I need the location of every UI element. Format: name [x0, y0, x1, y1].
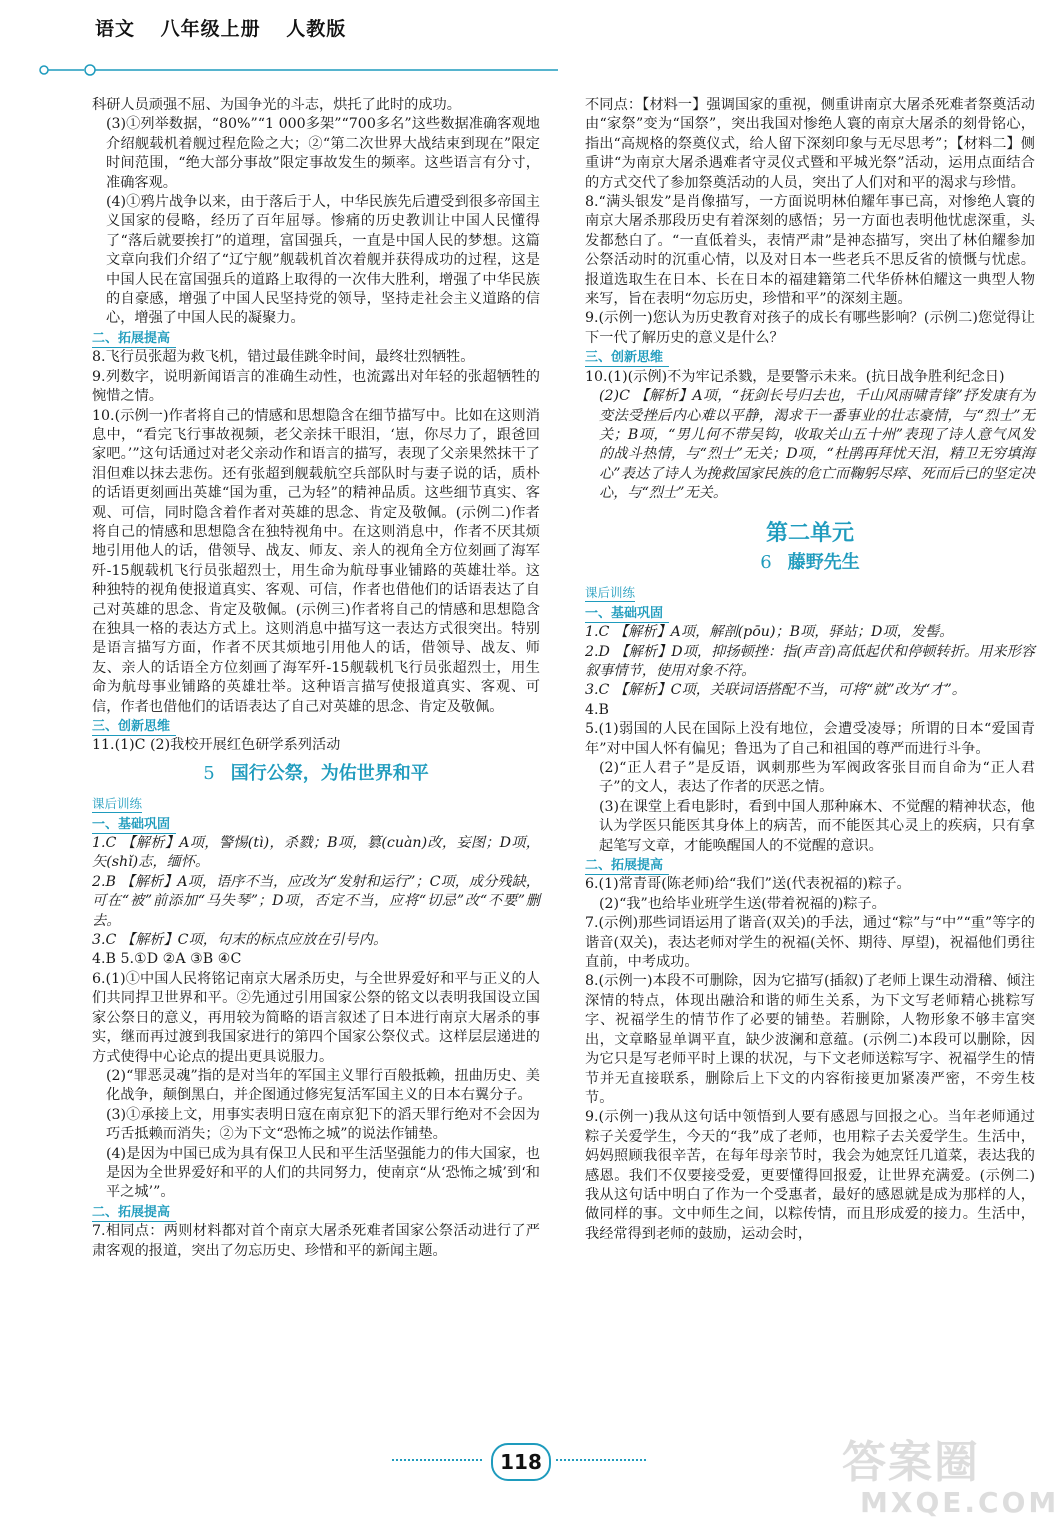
- answer-paragraph: 6.(1)常青哥(陈老师)给“我们”送(代表祝福的)粽子。: [585, 876, 911, 893]
- section-heading: 二、拓展提高: [92, 330, 176, 348]
- answer-paragraph: 1.C 【解析】A项，解剖(pōu)；B项，驿站；D项，发髻。: [585, 624, 954, 641]
- lesson-number: 6: [760, 551, 772, 573]
- header-decoration: [38, 64, 558, 76]
- lesson-number: 5: [203, 762, 215, 784]
- answer-paragraph: 6.(1)①中国人民将铭记南京大屠杀历史，与全世界爱好和平与正义的人们共同捍卫世界和平。②先通过引用国家公祭的铭文以表明我国设立国家公祭日的意义，再用较为简略的语言叙述了日本进行南京大屠杀的事实，继而再过渡到我国家进行的第四个国家公祭仪式。这样层层递进的方式使得中心论点的提出更具说服力。: [92, 970, 540, 1065]
- watermark-logo: [842, 1437, 1060, 1528]
- lesson-label: 课后训练: [92, 796, 143, 812]
- section-heading: 二、拓展提高: [585, 857, 669, 875]
- answer-paragraph: (3)①列举数据，“80%”“1 000多架”“700多名”这些数据准确客观地介绍舰载机着舰过程危险之大；②“第二次世界大战结束到现在”限定时间范围，“绝大部分事故”限定事故发生的频率。这些语言有分寸，准确客观。: [106, 116, 540, 191]
- answer-paragraph: 3.C 【解析】C项，句末的标点应放在引号内。: [92, 932, 388, 949]
- answer-paragraph: 8.(示例一)本段不可删除，因为它描写(插叙)了老师上课生动滑稽、倾注深情的特点，体现出融洽和谐的师生关系，为下文写老师精心挑粽写字、祝福学生的情节作了必要的铺垫。若删除，人物形象不够丰富突出，文章略显单调平直，缺少波澜和意蕴。(示例二)本段可以删除，因为它只是写老师平时上课的状况，与下文老师送粽写字、祝福学生的情节并无直接联系，删除后上下文的内容衔接更加紧凑严密，不旁生枝节。: [585, 973, 1035, 1106]
- answer-paragraph: 7.相同点：两则材料都对首个南京大屠杀死难者国家公祭活动进行了严肃客观的报道，突出了勿忘历史、珍惜和平的新闻主题。: [92, 1223, 540, 1259]
- header-subject: 语文: [95, 18, 136, 40]
- answer-paragraph: 8.飞行员张超为救飞机，错过最佳跳伞时间，最终壮烈牺牲。: [92, 349, 475, 366]
- section-heading: 一、基础巩固: [92, 816, 176, 834]
- answer-paragraph: (3)在课堂上看电影时，看到中国人那种麻木、不觉醒的精神状态，他认为学医只能医其身体上的病苦，而不能医其心灵上的疾病，只有拿起笔写文章，才能唤醒国人的不觉醒的意识。: [599, 798, 1035, 854]
- answer-paragraph: 7.(示例)那些词语运用了谐音(双关)的手法，通过“粽”与“中”“重”等字的谐音(双关)，表达老师对学生的祝福(关怀、期待、厚望)，祝福他们勇往直前，中考成功。: [585, 915, 1035, 971]
- answer-paragraph: 9.(示例一)我从这句话中领悟到人要有感恩与回报之心。当年老师通过粽子关爱学生，今天的“我”成了老师，也用粽子去关爱学生。生活中，妈妈照顾我很辛苦，在每年母亲节时，我会为她烹饪几道菜，表达我的感恩。我们不仅要接受爱，更要懂得回报爱，让世界充满爱。(示例二)我从这句话中明白了作为一个受惠者，最好的感恩就是成为那样的人，做同样的事。文中师生之间，以粽传情，而且形成爱的接力。生活中，我经常得到老师的鼓励，运动会时，: [585, 1109, 1035, 1242]
- page-number-dots-left: [392, 1459, 482, 1463]
- answer-paragraph: 9.(示例一)您认为历史教育对孩子的成长有哪些影响？(示例二)您觉得让下一代了解历史的意义是什么？: [585, 310, 1035, 346]
- lesson-title-text: 藤野先生: [787, 551, 860, 573]
- answer-paragraph: 10.(1)(示例)不为牢记杀戮，是要警示未来。(抗日战争胜利纪念日): [585, 368, 1005, 385]
- section-heading: 一、基础巩固: [585, 605, 669, 623]
- answer-paragraph: 科研人员顽强不屈、为国争光的斗志，烘托了此时的成功。: [92, 97, 461, 113]
- lesson-title: [585, 553, 1035, 572]
- answer-paragraph: 10.(示例一)作者将自己的情感和思想隐含在细节描写中。比如在这则消息中，“看完飞行事故视频，老父亲抹干眼泪，‘崽，你尽力了，跟爸回家吧。’”这句话通过对老父亲动作和语言的描写，表现了父亲果然抹干了泪但难以抹去悲伤。还有张超到舰载航空兵部队时与妻子说的话，质朴的话语更刻画出英雄“国为重，己为轻”的精神品质。这些细节真实、客观、可信，同时隐含着作者对英雄的思念、肯定及敬佩。(示例二)作者将自己的情感和思想隐含在独特视角中。在这则消息中，作者不厌其烦地引用他人的话，借领导、战友、师友、亲人的视角全方位刻画了海军歼-15舰载机飞行员张超烈士，用生命为航母事业铺路的英雄壮举。这种独特的视角使报道真实、客观、可信，作者也借他们的话语表达了自己对英雄的思念、肯定及敬佩。(示例三)作者将自己的情感和思想隐含在独具一格的表达方式上。这则消息中描写这一表达方式很突出。特别是语言描写方面，作者不厌其烦地引用他人的话，借领导、战友、师友、亲人的话语全方位刻画了海军歼-15舰载机飞行员张超烈士，用生命为航母事业铺路的英雄壮举。这种语言描写使报道真实、客观、可信，作者也借他们的话语表达了自己对英雄的思念、肯定及敬佩。: [92, 407, 540, 715]
- answer-paragraph: 4.B 5.①D ②A ③B ④C: [92, 951, 242, 968]
- answer-paragraph: 2.B 【解析】A项，语序不当，应改为“发射和运行”；C项，成分残缺，可在“被”前添加“马失琴”；D项，否定不当，应将“切忌”改“不要”删去。: [92, 873, 540, 929]
- answer-paragraph: 1.C 【解析】A项，警惕(tì)，杀戮；B项，篡(cuàn)改，妄图；D项，矢(shǐ)志，缅怀。: [92, 835, 540, 871]
- answer-paragraph: (2)“我”也给毕业班学生送(带着祝福的)粽子。: [599, 895, 886, 912]
- header-grade: 八年级上册: [160, 18, 261, 40]
- answer-paragraph: 不同点：【材料一】强调国家的重视，侧重讲南京大屠杀死难者祭奠活动由“家祭”变为“国祭”，突出我国对惨绝人寰的南京大屠杀的刻骨铭心，指出“高规格的祭奠仪式，给人留下深刻印象与无尽思考”；【材料二】侧重讲“为南京大屠杀遇难者守灵仪式暨和平城光祭”活动，运用点面结合的方式交代了参加祭奠活动的人员，突出了人们对和平的渴求与珍惜。: [585, 97, 1035, 191]
- answer-paragraph: (4)是因为中国已成为具有保卫人民和平生活坚强能力的伟大国家，也是因为全世界爱好和平的人们的共同努力，使南京“从‘恐怖之城’到‘和平之城’”。: [106, 1145, 540, 1201]
- section-heading: 三、创新思维: [92, 718, 176, 736]
- watermark-line2: MXQE.COM: [860, 1486, 1060, 1519]
- header-edition: 人教版: [286, 18, 347, 40]
- watermark-line1: 答案圈: [842, 1437, 980, 1488]
- right-column: [585, 96, 1035, 1244]
- page-header: [95, 14, 364, 41]
- section-heading: 三、创新思维: [585, 349, 669, 367]
- answer-paragraph: 8.“满头银发”是肖像描写，一方面说明林伯耀年事已高，对惨绝人寰的南京大屠杀那段历史有着深刻的感悟；另一方面也表明他忧虑深重，头发都愁白了。“一直低着头，表情严肃”是神态描写，突出了林伯耀参加公祭活动时的沉重心情，以及对日本一些老兵不思反省的愤慨与忧虑。报道选取生在日本、长在日本的福建籍第二代华侨林伯耀这一典型人物来写，旨在表明“勿忘历史，珍惜和平”的深刻主题。: [585, 194, 1035, 308]
- answer-paragraph: 3.C 【解析】C项，关联词语搭配不当，可将“就”改为“才”。: [585, 682, 966, 699]
- answer-paragraph: 2.D 【解析】D项，抑扬顿挫：指(声音)高低起伏和停顿转折。用来形容叙事情节，使用对象不符。: [585, 643, 1035, 679]
- page-number-dots-right: [556, 1459, 646, 1463]
- lesson-label: 课后训练: [585, 585, 636, 601]
- answer-paragraph: (2)“正人君子”是反语，讽刺那些为军阀政客张目而自命为“正人君子”的文人，表达了作者的厌恶之情。: [599, 760, 1035, 796]
- page-number: 118: [491, 1443, 551, 1481]
- section-heading: 二、拓展提高: [92, 1204, 176, 1222]
- answer-paragraph: 11.(1)C (2)我校开展红色研学系列活动: [92, 737, 341, 754]
- answer-paragraph: 5.(1)弱国的人民在国际上没有地位，会遭受凌辱；所谓的日本“爱国青年”对中国人怀有偏见；鲁迅为了自己和祖国的尊严而进行斗争。: [585, 721, 1035, 757]
- lesson-title-text: 国行公祭，为佑世界和平: [230, 762, 429, 784]
- lesson-title: [92, 764, 540, 783]
- answer-paragraph: 4.B: [585, 701, 609, 718]
- answer-paragraph: (4)①鸦片战争以来，由于落后于人，中华民族先后遭受到很多帝国主义国家的侵略，经历了百年屈辱。惨痛的历史教训让中国人民懂得了“落后就要挨打”的道理，富国强兵，一直是中国人民的梦想。这篇文章向我们介绍了“辽宁舰”舰载机首次着舰并获得成功的过程，这是中国人民在富国强兵的道路上取得的一次伟大胜利，增强了中华民族的自豪感，增强了中国人民坚持党的领导，坚持走社会主义道路的信心，增强了中国人民的凝聚力。: [106, 194, 540, 327]
- answer-paragraph: (3)①承接上文，用事实表明日寇在南京犯下的滔天罪行绝对不会因为巧舌抵赖而消失；②为下文“恐怖之城”的说法作铺垫。: [106, 1106, 540, 1143]
- answer-paragraph: (2)C 【解析】A项，“抚剑长号归去也，千山风雨啸青锋”抒发康有为变法受挫后内心难以平静，渴求干一番事业的壮志豪情，与“烈士”无关；B项，“男儿何不带吴钩，收取关山五十州”表现了诗人意气风发的战斗热情，与“烈士”无关；D项，“杜鹃再拜忧天泪，精卫无穷填海心”表达了诗人为挽救国家民族的危亡而鞠躬尽瘁、死而后已的坚定决心，与“烈士”无关。: [599, 388, 1035, 502]
- answer-paragraph: (2)“罪恶灵魂”指的是对当年的军国主义罪行百般抵赖，扭曲历史、美化战争，颠倒黑白，并企图通过修宪复活军国主义的日本右翼分子。: [106, 1067, 540, 1104]
- answer-paragraph: 9.列数字，说明新闻语言的准确生动性，也流露出对年轻的张超牺牲的惋惜之情。: [92, 368, 540, 405]
- left-column: [92, 96, 540, 1261]
- unit-title: 第二单元: [765, 520, 854, 546]
